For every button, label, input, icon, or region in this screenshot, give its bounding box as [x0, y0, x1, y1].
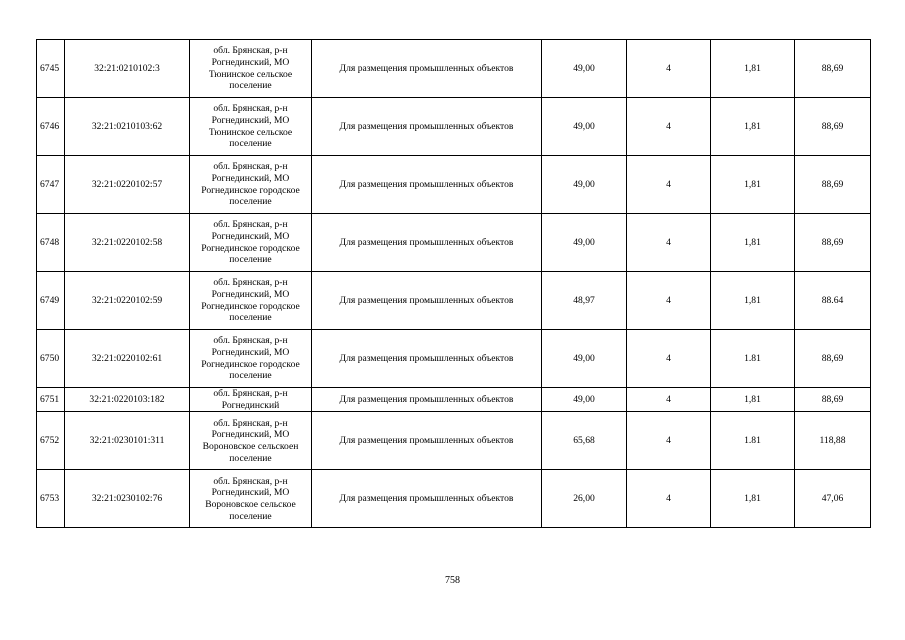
area: 49,00 [542, 388, 627, 412]
permitted-use: Для размещения промышленных объектов [312, 156, 542, 214]
row-number: 6751 [37, 388, 65, 412]
table-row [37, 412, 871, 470]
value: 88,69 [795, 388, 871, 412]
rate: 1,81 [711, 40, 795, 98]
table-row [37, 272, 871, 330]
rate: 1,81 [711, 156, 795, 214]
group: 4 [627, 40, 711, 98]
permitted-use: Для размещения промышленных объектов [312, 214, 542, 272]
value: 88,69 [795, 330, 871, 388]
rate: 1,81 [711, 272, 795, 330]
value: 88,69 [795, 98, 871, 156]
row-number: 6752 [37, 412, 65, 470]
address: обл. Брянская, р-н Рогнединский, МО Вороновское сельское поселение [190, 470, 312, 528]
table-row [37, 40, 871, 98]
rate: 1,81 [711, 470, 795, 528]
table-row [37, 98, 871, 156]
row-number: 6753 [37, 470, 65, 528]
group: 4 [627, 214, 711, 272]
cadastral-number: 32:21:0230101:311 [65, 412, 190, 470]
address: обл. Брянская, р-н Рогнединский [190, 388, 312, 412]
permitted-use: Для размещения промышленных объектов [312, 388, 542, 412]
area: 49,00 [542, 330, 627, 388]
row-number: 6745 [37, 40, 65, 98]
rate: 1.81 [711, 412, 795, 470]
row-number: 6750 [37, 330, 65, 388]
permitted-use: Для размещения промышленных объектов [312, 272, 542, 330]
area: 49,00 [542, 214, 627, 272]
group: 4 [627, 388, 711, 412]
rate: 1.81 [711, 330, 795, 388]
value: 118,88 [795, 412, 871, 470]
value: 88,69 [795, 214, 871, 272]
area: 65,68 [542, 412, 627, 470]
cadastral-number: 32:21:0210103:62 [65, 98, 190, 156]
group: 4 [627, 412, 711, 470]
permitted-use: Для размещения промышленных объектов [312, 412, 542, 470]
table-row [37, 470, 871, 528]
area: 48,97 [542, 272, 627, 330]
group: 4 [627, 470, 711, 528]
group: 4 [627, 330, 711, 388]
table-row [37, 330, 871, 388]
address: обл. Брянская, р-н Рогнединский, МО Рогнединское городское поселение [190, 330, 312, 388]
permitted-use: Для размещения промышленных объектов [312, 40, 542, 98]
table-row [37, 388, 871, 412]
cadastral-number: 32:21:0220102:57 [65, 156, 190, 214]
area: 49,00 [542, 98, 627, 156]
value: 88,69 [795, 156, 871, 214]
table-row [37, 156, 871, 214]
cadastral-number: 32:21:0220102:59 [65, 272, 190, 330]
area: 49,00 [542, 156, 627, 214]
page-number: 758 [445, 575, 460, 586]
group: 4 [627, 156, 711, 214]
group: 4 [627, 98, 711, 156]
row-number: 6749 [37, 272, 65, 330]
address: обл. Брянская, р-н Рогнединский, МО Рогнединское городское поселение [190, 214, 312, 272]
permitted-use: Для размещения промышленных объектов [312, 470, 542, 528]
area: 26,00 [542, 470, 627, 528]
address: обл. Брянская, р-н Рогнединский, МО Рогнединское городское поселение [190, 156, 312, 214]
address: обл. Брянская, р-н Рогнединский, МО Тюнинское сельское поселение [190, 98, 312, 156]
value: 88.64 [795, 272, 871, 330]
permitted-use: Для размещения промышленных объектов [312, 98, 542, 156]
cadastral-number: 32:21:0220102:61 [65, 330, 190, 388]
address: обл. Брянская, р-н Рогнединский, МО Рогнединское городское поселение [190, 272, 312, 330]
cadastral-number: 32:21:0230102:76 [65, 470, 190, 528]
land-plots-table [36, 39, 871, 528]
cadastral-number: 32:21:0220102:58 [65, 214, 190, 272]
row-number: 6748 [37, 214, 65, 272]
value: 88,69 [795, 40, 871, 98]
row-number: 6747 [37, 156, 65, 214]
cadastral-number: 32:21:0210102:3 [65, 40, 190, 98]
group: 4 [627, 272, 711, 330]
table-row [37, 214, 871, 272]
row-number: 6746 [37, 98, 65, 156]
permitted-use: Для размещения промышленных объектов [312, 330, 542, 388]
cadastral-number: 32:21:0220103:182 [65, 388, 190, 412]
rate: 1,81 [711, 214, 795, 272]
rate: 1,81 [711, 388, 795, 412]
value: 47,06 [795, 470, 871, 528]
area: 49,00 [542, 40, 627, 98]
rate: 1,81 [711, 98, 795, 156]
address: обл. Брянская, р-н Рогнединский, МО Тюнинское сельское поселение [190, 40, 312, 98]
address: обл. Брянская, р-н Рогнединский, МО Вороновское сельскоен поселение [190, 412, 312, 470]
